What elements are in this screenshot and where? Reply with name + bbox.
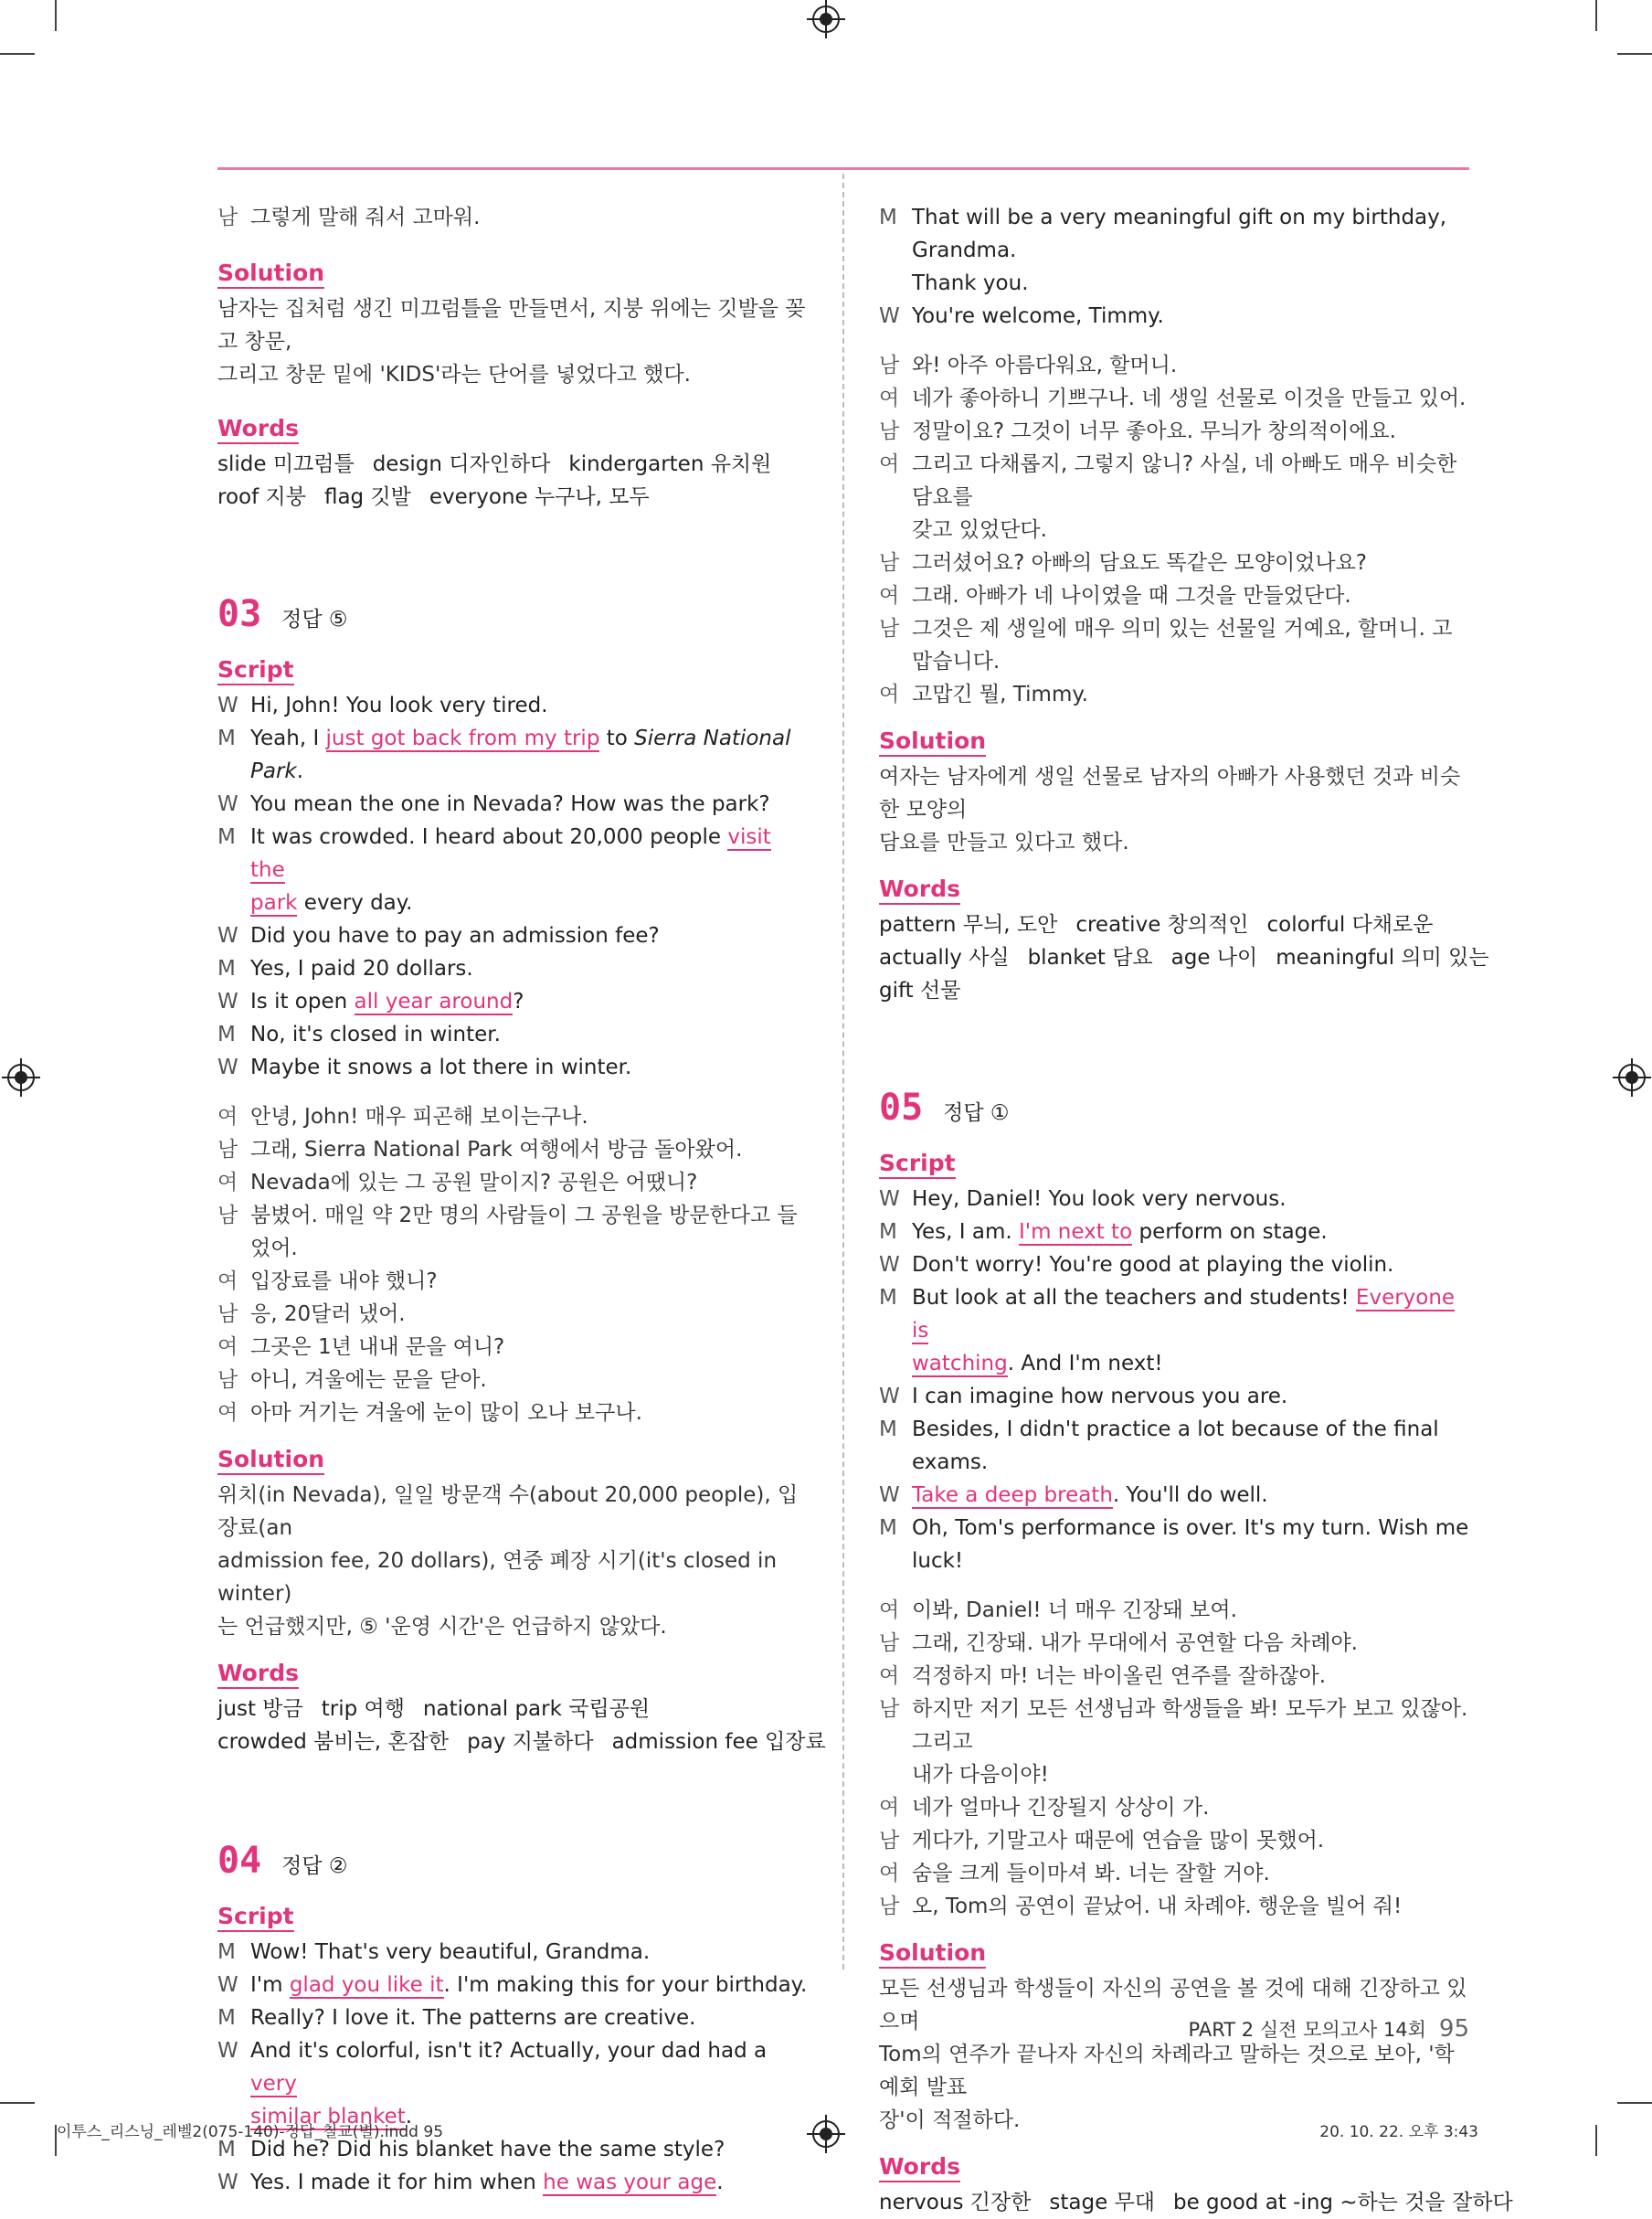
- solution-line: 모든 선생님과 학생들이 자신의 공연을 볼 것에 대해 긴장하고 있으며: [879, 1977, 1467, 2033]
- page-footer: [1189, 2015, 1469, 2043]
- dialogue-line: [879, 1281, 1469, 1380]
- word-entry: trip 여행: [321, 1697, 405, 1721]
- translation-line: [217, 1331, 808, 1364]
- speaker: 남: [879, 551, 900, 575]
- translation-line: [879, 1890, 1469, 1923]
- word-entry: flag 깃발: [323, 485, 411, 509]
- dialogue-line: [879, 1183, 1469, 1216]
- speaker: W: [217, 924, 238, 948]
- words-heading: Words: [217, 415, 299, 444]
- word-entry: everyone 누구나, 모두: [429, 485, 650, 509]
- question-header: [879, 1086, 1469, 1130]
- words-heading: Words: [879, 2153, 960, 2182]
- solution-text: [217, 292, 808, 391]
- right-column: [879, 201, 1513, 2219]
- line-text: 이봐, Daniel! 너 매우 긴장돼 보여.: [912, 1598, 1237, 1622]
- line-text: 아마 거기는 겨울에 눈이 많이 오나 보구나.: [250, 1401, 642, 1425]
- blank-answer: very: [250, 2072, 297, 2096]
- speaker: W: [879, 1187, 900, 1211]
- speaker: 남: [879, 419, 900, 443]
- solution-line: 위치(in Nevada), 일일 방문객 수(about 20,000 people), 입장료(an: [217, 1483, 799, 1540]
- line-text: Wow! That's very beautiful, Grandma.: [250, 1940, 651, 1964]
- speaker: M: [217, 2138, 236, 2161]
- blank-answer: glad you like it: [289, 1973, 444, 1997]
- header-rule: [217, 167, 1469, 170]
- line-text: I can imagine how nervous you are.: [912, 1385, 1288, 1408]
- crop-mark: [1617, 2102, 1652, 2104]
- answer-label: 정답 ⑤: [281, 608, 348, 632]
- translation-line: [879, 448, 1469, 547]
- dialogue-line: [217, 2001, 808, 2034]
- speaker: M: [879, 1286, 897, 1310]
- word-entry: crowded 붐비는, 혼잡한: [217, 1730, 450, 1754]
- speaker: 남: [217, 1302, 238, 1326]
- dialogue-line: [879, 201, 1469, 300]
- speaker: 남: [879, 1895, 900, 1918]
- line-text: 게다가, 기말고사 때문에 연습을 많이 못했어.: [912, 1829, 1325, 1853]
- speaker: M: [879, 1516, 897, 1540]
- line-text: 그래, Sierra National Park 여행에서 방금 돌아왔어.: [250, 1138, 743, 1162]
- line-text: 그러셨어요? 아빠의 담요도 똑같은 모양이었나요?: [912, 551, 1368, 575]
- translation-line: [879, 547, 1469, 579]
- line-text: You're welcome, Timmy.: [912, 304, 1164, 328]
- dialogue-line: [217, 1936, 808, 1969]
- line-text: perform on stage.: [1132, 1220, 1328, 1244]
- speaker: 남: [217, 1138, 238, 1162]
- translation-line: [879, 415, 1469, 448]
- line-text: . You'll do well.: [1112, 1483, 1268, 1507]
- crop-mark: [0, 53, 35, 55]
- solution-line: 는 언급했지만, ⑤ '운영 시간'은 언급하지 않았다.: [217, 1615, 667, 1639]
- line-text: Is it open: [250, 990, 355, 1014]
- crop-mark: [1617, 53, 1652, 55]
- line-text: 갖고 있었단다.: [912, 518, 1047, 542]
- print-slug-file: 이투스_리스닝_레벨2(075-140)-정답_칠교(별).indd 95: [57, 2123, 444, 2141]
- blank-answer: just got back from my trip: [325, 727, 600, 750]
- translation-line: [217, 1265, 808, 1298]
- line-text: 오, Tom의 공연이 끝났어. 내 차례야. 행운을 빌어 줘!: [912, 1895, 1403, 1918]
- crop-mark: [0, 2102, 35, 2104]
- dialogue-line: [217, 952, 808, 985]
- solution-line: 남자는 집처럼 생긴 미끄럼틀을 만들면서, 지붕 위에는 깃발을 꽂고 창문,: [217, 297, 806, 354]
- line-text: Hey, Daniel! You look very nervous.: [912, 1187, 1287, 1211]
- line-text: . And I'm next!: [1007, 1352, 1163, 1375]
- line-text: Oh, Tom's performance is over. It's my turn. Wish me: [912, 1516, 1469, 1540]
- translation-line: [879, 1627, 1469, 1660]
- line-text: Did he? Did his blanket have the same style?: [250, 2138, 725, 2161]
- print-slug-timestamp: 20. 10. 22. 오후 3:43: [1319, 2123, 1478, 2141]
- answer-label: 정답 ②: [281, 1854, 348, 1878]
- line-text: That will be a very meaningful gift on my birthday, Grandma.: [912, 206, 1447, 262]
- question-header: [217, 592, 808, 636]
- translation-line: [879, 1660, 1469, 1693]
- line-text: Yes. I made it for him when: [250, 2171, 544, 2194]
- word-entry: kindergarten 유치원: [568, 452, 772, 476]
- speaker: W: [879, 1253, 900, 1277]
- speaker: 남: [879, 617, 900, 641]
- translation-line: [217, 1364, 808, 1396]
- line-text: Yes, I paid 20 dollars.: [250, 957, 473, 981]
- crop-mark: [55, 0, 57, 31]
- word-entry: gift 선물: [879, 979, 961, 1003]
- translation-line: [217, 1199, 808, 1265]
- line-text: 입장료를 내야 했니?: [250, 1269, 438, 1293]
- line-text: .: [405, 2105, 413, 2129]
- line-text: 그렇게 말해 줘서 고마워.: [250, 206, 481, 229]
- question-header: [217, 1839, 808, 1883]
- speaker: W: [217, 792, 238, 816]
- dialogue-line: [879, 300, 1469, 333]
- question-number: 05: [879, 1087, 924, 1129]
- speaker: 여: [879, 452, 900, 476]
- speaker: 남: [879, 1631, 900, 1655]
- blank-answer: all year around: [354, 990, 514, 1014]
- line-text: 그래, 긴장돼. 내가 무대에서 공연할 다음 차례야.: [912, 1631, 1358, 1655]
- words-row: [879, 908, 1469, 941]
- words-row: [217, 1693, 808, 1725]
- blank-answer: similar blanket: [250, 2105, 406, 2129]
- speaker: 여: [879, 584, 900, 608]
- word-entry: creative 창의적인: [1075, 913, 1249, 937]
- dialogue-line: [879, 1380, 1469, 1413]
- translation-line: [879, 1824, 1469, 1857]
- line-text: But look at all the teachers and students!: [912, 1286, 1356, 1310]
- word-entry: colorful 다채로운: [1266, 913, 1434, 937]
- solution-line: 그리고 창문 밑에 'KIDS'라는 단어를 넣었다고 했다.: [217, 363, 691, 387]
- solution-heading: Solution: [879, 727, 986, 757]
- line-text: to: [599, 727, 635, 750]
- line-text: .: [716, 2171, 724, 2194]
- dialogue-line: [217, 985, 808, 1018]
- speaker: M: [879, 1220, 897, 1244]
- word-entry: stage 무대: [1049, 2191, 1155, 2214]
- word-entry: nervous 긴장한: [879, 2191, 1032, 2214]
- left-column: [217, 201, 826, 2199]
- line-text: 걱정하지 마! 너는 바이올린 연주를 잘하잖아.: [912, 1664, 1327, 1688]
- speaker: W: [217, 990, 238, 1014]
- line-text: ?: [513, 990, 524, 1014]
- speaker: M: [217, 727, 236, 750]
- speaker: 여: [217, 1171, 238, 1194]
- speaker: 여: [217, 1401, 238, 1425]
- registration-mark-icon: [7, 1064, 35, 1091]
- dialogue-line: [879, 1248, 1469, 1281]
- words-row: [217, 1725, 826, 1758]
- solution-line: admission fee, 20 dollars), 연중 폐장 시기(it's closed in winter): [217, 1549, 778, 1606]
- line-text: Don't worry! You're good at playing the violin.: [912, 1253, 1394, 1277]
- speaker: M: [879, 1417, 897, 1441]
- blank-answer: Everyone is: [912, 1286, 1456, 1343]
- line-text: every day.: [297, 891, 413, 915]
- word-entry: blanket 담요: [1027, 946, 1153, 970]
- speaker: W: [217, 2171, 238, 2194]
- line-text: .: [296, 759, 304, 783]
- dialogue-line: [217, 1018, 808, 1051]
- blank-answer: park: [250, 891, 298, 915]
- speaker: W: [217, 2039, 238, 2063]
- line-text: Thank you.: [912, 271, 1029, 295]
- word-entry: pattern 무늬, 도안: [879, 913, 1058, 937]
- speaker: 남: [217, 1368, 238, 1392]
- blank-answer: Take a deep breath: [912, 1483, 1113, 1507]
- line-text: 안녕, John! 매우 피곤해 보이는구나.: [250, 1105, 588, 1129]
- translation-line: [879, 1693, 1469, 1791]
- speaker: M: [217, 825, 236, 849]
- dialogue-line: [217, 919, 808, 952]
- blank-answer: he was your age: [543, 2171, 717, 2194]
- word-entry: actually 사실: [879, 946, 1010, 970]
- translation-line: [217, 1100, 808, 1133]
- line-text: Nevada에 있는 그 공원 말이지? 공원은 어땠니?: [250, 1171, 698, 1194]
- words-row: [879, 974, 1469, 1007]
- dialogue-line: [217, 1051, 808, 1084]
- line-text: 고맙긴 뭘, Timmy.: [912, 683, 1088, 706]
- line-text: I'm: [250, 1973, 290, 1997]
- words-row: [217, 481, 808, 514]
- speaker: W: [217, 694, 238, 717]
- line-text: . I'm making this for your birthday.: [443, 1973, 808, 1997]
- dialogue-line: [217, 201, 808, 234]
- script-heading: Script: [879, 1150, 956, 1179]
- dialogue-line: [879, 1479, 1469, 1512]
- solution-heading: Solution: [217, 1446, 324, 1475]
- speaker: W: [217, 1973, 238, 1997]
- column-divider: [842, 174, 844, 1969]
- speaker: M: [217, 1940, 236, 1964]
- words-row: [879, 941, 1489, 974]
- dialogue-line: [879, 1512, 1469, 1577]
- line-text: 하지만 저기 모든 선생님과 학생들을 봐! 모두가 보고 있잖아. 그리고: [912, 1697, 1468, 1754]
- line-text: luck!: [912, 1549, 964, 1573]
- script-heading: Script: [217, 1903, 294, 1932]
- dialogue-line: [217, 2166, 808, 2199]
- line-text: 응, 20달러 냈어.: [250, 1302, 406, 1326]
- translation-line: [217, 1166, 808, 1199]
- speaker: 남: [217, 1204, 238, 1227]
- line-text: 네가 얼마나 긴장될지 상상이 가.: [912, 1796, 1210, 1820]
- blank-answer: I'm next to: [1018, 1220, 1133, 1244]
- words-heading: Words: [217, 1660, 299, 1689]
- solution-text: [879, 1972, 1469, 2137]
- line-text: 숨을 크게 들이마셔 봐. 너는 잘할 거야.: [912, 1862, 1270, 1885]
- line-text: It was crowded. I heard about 20,000 people: [250, 825, 728, 849]
- speaker: W: [217, 1056, 238, 1079]
- word-entry: meaningful 의미 있는: [1276, 946, 1489, 970]
- dialogue-line: [217, 722, 808, 788]
- words-row: [879, 2186, 1513, 2219]
- word-entry: admission fee 입장료: [611, 1730, 826, 1754]
- word-entry: age 나이: [1170, 946, 1258, 970]
- word-entry: slide 미끄럼틀: [217, 452, 355, 476]
- translation-line: [879, 1857, 1469, 1890]
- speaker: M: [879, 206, 897, 229]
- word-entry: national park 국립공원: [422, 1697, 651, 1721]
- registration-mark-icon: [1618, 1064, 1646, 1091]
- question-number: 04: [217, 1840, 262, 1882]
- line-text: 그곳은 1년 내내 문을 여니?: [250, 1335, 505, 1359]
- line-text: Maybe it snows a lot there in winter.: [250, 1056, 632, 1079]
- translation-line: [879, 612, 1469, 678]
- solution-heading: Solution: [217, 260, 324, 289]
- translation-line: [879, 349, 1469, 382]
- speaker: W: [879, 1385, 900, 1408]
- line-text: Park: [250, 759, 297, 783]
- page-number: 95: [1438, 2015, 1469, 2043]
- speaker: 남: [879, 1829, 900, 1853]
- dialogue-line: [217, 821, 808, 919]
- solution-line: Tom의 연주가 끝나자 자신의 차례라고 말하는 것으로 보아, '학예회 발표: [879, 2043, 1455, 2099]
- speaker: W: [879, 1483, 900, 1507]
- word-entry: design 디자인하다: [372, 452, 551, 476]
- translation-line: [217, 1133, 808, 1166]
- speaker: 여: [879, 387, 900, 410]
- line-text: Did you have to pay an admission fee?: [250, 924, 660, 948]
- line-text: 그것은 제 생일에 매우 의미 있는 선물일 거예요, 할머니. 고맙습니다.: [912, 617, 1453, 674]
- speaker: 여: [879, 1862, 900, 1885]
- line-text: 정말이요? 그것이 너무 좋아요. 무늬가 창의적이에요.: [912, 419, 1396, 443]
- speaker: 여: [879, 1664, 900, 1688]
- speaker: 여: [879, 1598, 900, 1622]
- line-text: exams.: [912, 1450, 989, 1474]
- word-entry: just 방금: [217, 1697, 303, 1721]
- translation-line: [879, 678, 1469, 711]
- line-text: 와! 아주 아름다워요, 할머니.: [912, 354, 1178, 377]
- line-text: Sierra National: [634, 727, 791, 750]
- words-heading: Words: [879, 876, 960, 905]
- dialogue-line: [217, 689, 808, 722]
- translation-line: [879, 382, 1469, 415]
- line-text: 내가 다음이야!: [912, 1763, 1049, 1787]
- line-text: Yes, I am.: [912, 1220, 1019, 1244]
- dialogue-line: [879, 1413, 1469, 1479]
- translation-line: [879, 579, 1469, 612]
- crop-mark: [1595, 0, 1597, 31]
- solution-line: 장'이 적절하다.: [879, 2108, 1021, 2132]
- speaker: 여: [879, 683, 900, 706]
- solution-text: [879, 760, 1469, 859]
- solution-heading: Solution: [879, 1939, 986, 1969]
- dialogue-line: [879, 1216, 1469, 1248]
- registration-mark-icon: [812, 2120, 840, 2148]
- translation-line: [217, 1396, 808, 1429]
- line-text: You mean the one in Nevada? How was the park?: [250, 792, 770, 816]
- word-entry: roof 지붕: [217, 485, 306, 509]
- line-text: Besides, I didn't practice a lot because of the final: [912, 1417, 1439, 1441]
- question-number: 03: [217, 593, 262, 635]
- solution-line: 여자는 남자에게 생일 선물로 남자의 아빠가 사용했던 것과 비슷한 모양의: [879, 765, 1461, 822]
- speaker: M: [217, 2006, 236, 2030]
- line-text: 그리고 다채롭지, 그렇지 않니? 사실, 네 아빠도 매우 비슷한 담요를: [912, 452, 1457, 509]
- speaker: 남: [217, 206, 238, 229]
- script-heading: Script: [217, 656, 294, 685]
- translation-line: [879, 1594, 1469, 1627]
- solution-text: [217, 1479, 808, 1643]
- speaker: 여: [217, 1269, 238, 1293]
- blank-answer: visit the: [250, 825, 771, 882]
- speaker: W: [879, 304, 900, 328]
- solution-line: 담요를 만들고 있다고 했다.: [879, 831, 1129, 855]
- line-text: 붐볐어. 매일 약 2만 명의 사람들이 그 공원을 방문한다고 들었어.: [250, 1204, 798, 1260]
- line-text: Hi, John! You look very tired.: [250, 694, 548, 717]
- crop-mark: [1595, 2125, 1597, 2156]
- word-entry: be good at -ing ~하는 것을 잘하다: [1173, 2191, 1513, 2214]
- speaker: 여: [217, 1105, 238, 1129]
- line-text: Really? I love it. The patterns are creative.: [250, 2006, 696, 2030]
- part-label: PART 2 실전 모의고사 14회: [1188, 2019, 1426, 2041]
- word-entry: pay 지불하다: [467, 1730, 594, 1754]
- words-row: [217, 448, 808, 481]
- registration-mark-icon: [812, 5, 840, 33]
- translation-line: [217, 1298, 808, 1331]
- translation-line: [879, 1791, 1469, 1824]
- dialogue-line: [217, 1969, 808, 2001]
- answer-label: 정답 ①: [943, 1101, 1010, 1125]
- line-text: 네가 좋아하니 기쁘구나. 네 생일 선물로 이것을 만들고 있어.: [912, 387, 1467, 410]
- speaker: 여: [217, 1335, 238, 1359]
- dialogue-line: [217, 788, 808, 821]
- line-text: And it's colorful, isn't it? Actually, your dad had a: [250, 2039, 768, 2063]
- line-text: 그래. 아빠가 네 나이였을 때 그것을 만들었단다.: [912, 584, 1351, 608]
- speaker: M: [217, 957, 236, 981]
- speaker: 여: [879, 1796, 900, 1820]
- line-text: No, it's closed in winter.: [250, 1023, 501, 1046]
- speaker: 남: [879, 354, 900, 377]
- blank-answer: watching: [912, 1352, 1008, 1375]
- line-text: Yeah, I: [250, 727, 326, 750]
- line-text: 아니, 겨울에는 문을 닫아.: [250, 1368, 487, 1392]
- speaker: 남: [879, 1697, 900, 1721]
- speaker: M: [217, 1023, 236, 1046]
